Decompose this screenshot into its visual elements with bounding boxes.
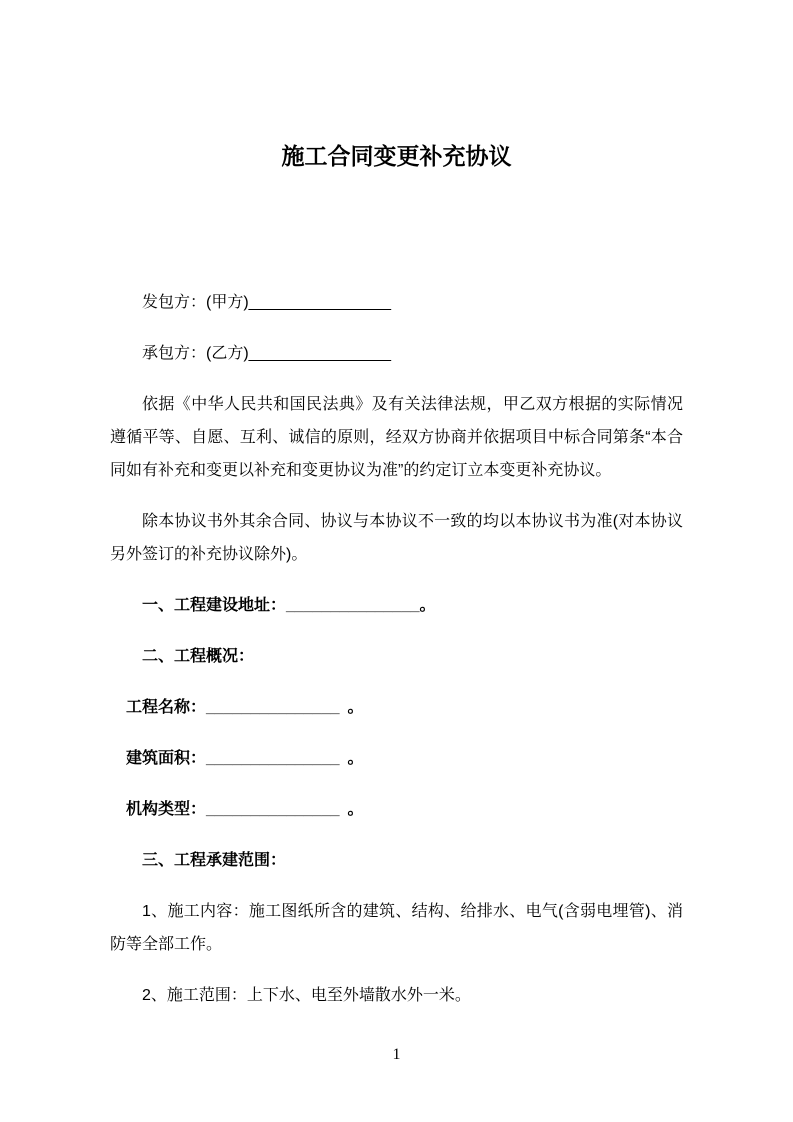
structure-type-label: 机构类型： [126,801,207,818]
precedence-paragraph: 除本协议书外其余合同、协议与本协议不一致的均以本协议书为准(对本协议另外签订的补充协议除外)。 [110,513,683,563]
building-area-line [110,742,683,775]
project-name-line [110,691,683,724]
intro-paragraph: 依据《中华人民共和国民法典》及有关法律法规，甲乙双方根据的实际情况遵循平等、自愿、互利、诚信的原则，经双方协商并依据项目中标合同第条“本合同如有补充和变更以补充和变更协议为准”的约定订立本变更补充协议。 [110,396,683,479]
page-number: 1 [392,1046,401,1063]
project-name-label: 工程名称： [126,699,207,716]
party-b-label: 承包方：(乙方) [142,345,249,362]
building-area-blank: _______________ [206,750,340,767]
section-1-blank: _______________ [286,597,420,614]
building-area-label: 建筑面积： [126,750,207,767]
section-2-heading: 二、工程概况： [142,648,255,665]
project-name-blank: _______________ [206,699,340,716]
section-3-heading: 三、工程承建范围： [142,852,287,869]
party-a-line [110,286,683,319]
section-1-heading [110,589,683,622]
party-b-blank: ________________ [248,345,392,362]
scope-item-2: 2、施工范围：上下水、电至外墙散水外一米。 [142,987,471,1004]
section-1-label: 一、工程建设地址： [142,597,287,614]
structure-type-suffix: 。 [347,801,364,818]
structure-type-line [110,793,683,826]
scope-item-1: 1、施工内容：施工图纸所含的建筑、结构、给排水、电气(含弱电埋管)、消防等全部工作。 [110,903,683,953]
party-a-label: 发包方：(甲方) [142,294,249,311]
building-area-suffix: 。 [347,750,364,767]
party-a-blank: ________________ [248,294,392,311]
structure-type-blank: _______________ [206,801,340,818]
document-title: 施工合同变更补充协议 [281,143,512,169]
section-1-suffix: 。 [419,597,436,614]
party-b-line [110,337,683,370]
project-name-suffix: 。 [347,699,364,716]
